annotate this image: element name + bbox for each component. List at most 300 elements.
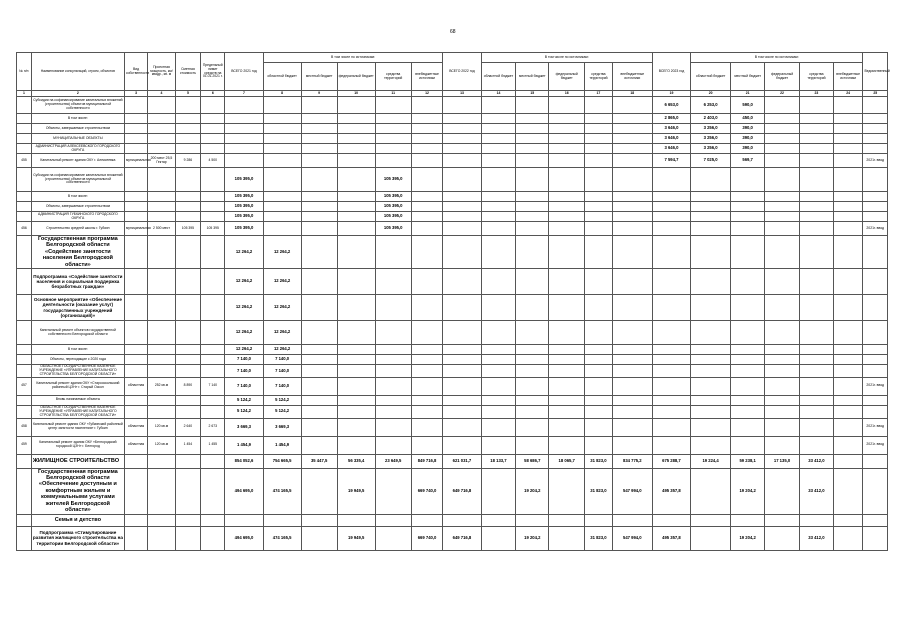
value-cell [549,436,585,454]
value-cell: 23 649,5 [375,454,411,468]
value-cell: 18 133,7 [481,454,516,468]
row-invested [201,212,225,222]
value-cell [301,405,337,418]
value-cell [411,144,443,154]
value-cell: 12 264,2 [225,295,263,321]
value-cell [516,365,549,378]
value-cell [481,514,516,526]
value-cell [612,377,652,395]
value-cell: 6 653,0 [652,97,690,114]
value-cell [481,134,516,144]
value-cell [833,395,863,405]
row-kind [124,395,147,405]
row-cost [175,454,200,468]
value-cell [411,345,443,355]
row-number [17,192,32,202]
table-row [17,418,888,436]
value-cell [443,236,481,269]
col-number: 5 [175,91,200,97]
value-cell [481,321,516,345]
value-cell [225,97,263,114]
value-cell [263,168,301,192]
value-cell [549,114,585,124]
row-cost: 9 286 [175,154,200,168]
value-cell [481,295,516,321]
value-cell [516,405,549,418]
table-row [17,202,888,212]
table-row [17,192,888,202]
row-kind [124,192,147,202]
value-cell [585,295,613,321]
value-cell [516,345,549,355]
row-kind [124,321,147,345]
row-customer [863,468,888,514]
row-kind [124,468,147,514]
value-cell [549,295,585,321]
col-source-1-5: внебюджетные источники [411,63,443,91]
value-cell [225,514,263,526]
row-name: Субсидии на софинансирование капитальных вложений (строительства) объектов муниципальной собственности [31,97,124,114]
value-cell: 105 395,0 [225,212,263,222]
col-name: Наименование консультаций, строек, объектов [31,53,124,91]
value-cell [263,144,301,154]
value-cell [443,395,481,405]
value-cell [799,97,833,114]
value-cell [443,321,481,345]
row-cost [175,202,200,212]
value-cell [765,192,800,202]
value-cell: 19 224,4 [691,454,731,468]
row-capacity [148,269,176,295]
table-row [17,295,888,321]
value-cell [691,222,731,236]
row-name: Капитальный ремонт здания ОКУ «Губкинский районный центр занятости населения» г. Губкин [31,418,124,436]
value-cell [549,202,585,212]
value-cell: 105 395,0 [375,168,411,192]
value-cell: 547 994,0 [612,468,652,514]
value-cell [443,144,481,154]
value-cell [799,355,833,365]
col-source-1-4: средства территорий [375,63,411,91]
value-cell [585,355,613,365]
row-name: Объекты, завершаемые строительством [31,124,124,134]
row-name: МУНИЦИПАЛЬНЫЕ ОБЪЕКТЫ [31,134,124,144]
value-cell [691,269,731,295]
value-cell [263,97,301,114]
value-cell [481,222,516,236]
col-number: 6 [201,91,225,97]
value-cell: 105 395,0 [225,202,263,212]
row-capacity [148,202,176,212]
value-cell [691,295,731,321]
value-cell [443,377,481,395]
value-cell [516,355,549,365]
row-number: 455 [17,154,32,168]
value-cell [411,321,443,345]
value-cell: 17 135,0 [765,454,800,468]
value-cell [765,418,800,436]
value-cell [516,514,549,526]
value-cell [585,436,613,454]
row-capacity: 120 кв.м [148,436,176,454]
value-cell [337,134,375,144]
table-row [17,355,888,365]
value-cell [375,154,411,168]
value-cell [799,124,833,134]
value-cell [799,395,833,405]
value-cell [301,97,337,114]
value-cell [585,168,613,192]
col-source-1-2: местный бюджет [301,63,337,91]
value-cell [481,269,516,295]
table-row [17,454,888,468]
row-capacity [148,124,176,134]
value-cell [652,365,690,378]
value-cell [691,202,731,212]
row-invested [201,526,225,550]
value-cell [691,418,731,436]
row-capacity [148,321,176,345]
value-cell: 12 264,2 [225,321,263,345]
row-invested [201,395,225,405]
value-cell [301,134,337,144]
row-invested: 105 395 [201,222,225,236]
value-cell [833,202,863,212]
value-cell [765,114,800,124]
value-cell [549,269,585,295]
row-capacity [148,405,176,418]
col-total-2021: ВСЕГО 2021 год [225,53,263,91]
row-name: В том числе: [31,114,124,124]
value-cell [375,97,411,114]
value-cell [612,154,652,168]
row-customer [863,236,888,269]
row-number [17,295,32,321]
value-cell [691,321,731,345]
value-cell [833,97,863,114]
value-cell [833,345,863,355]
value-cell: 19 204,2 [516,468,549,514]
value-cell [612,134,652,144]
col-source-3-4: средства территорий [799,63,833,91]
value-cell: 33 412,0 [799,468,833,514]
value-cell [337,321,375,345]
value-cell [799,134,833,144]
col-number: 7 [225,91,263,97]
row-customer [863,134,888,144]
col-source-2-5: внебюджетные источники [612,63,652,91]
row-invested [201,405,225,418]
value-cell [301,192,337,202]
value-cell [833,168,863,192]
value-cell [585,222,613,236]
row-customer [863,365,888,378]
value-cell [481,377,516,395]
value-cell: 590,0 [731,97,765,114]
row-customer [863,168,888,192]
value-cell [481,212,516,222]
value-cell [765,168,800,192]
value-cell [585,377,613,395]
value-cell [301,321,337,345]
row-kind [124,526,147,550]
value-cell [585,365,613,378]
value-cell [612,168,652,192]
value-cell: 7 140,0 [225,355,263,365]
value-cell [612,436,652,454]
value-cell: 3 256,0 [691,124,731,134]
value-cell [691,395,731,405]
row-capacity [148,526,176,550]
row-number [17,269,32,295]
row-customer [863,345,888,355]
row-customer [863,212,888,222]
value-cell: 547 994,0 [612,526,652,550]
value-cell [731,395,765,405]
value-cell: 7 140,0 [263,365,301,378]
value-cell [225,124,263,134]
value-cell [301,168,337,192]
value-cell [765,222,800,236]
row-capacity: 252 кв.м [148,377,176,395]
value-cell [481,345,516,355]
row-invested [201,168,225,192]
row-number [17,114,32,124]
row-cost [175,97,200,114]
value-cell [337,514,375,526]
value-cell [691,526,731,550]
value-cell [765,154,800,168]
value-cell [612,345,652,355]
table-row [17,526,888,550]
value-cell [481,395,516,405]
row-customer: 2021г. ввод [863,418,888,436]
value-cell: 834 775,2 [612,454,652,468]
value-cell [263,134,301,144]
value-cell [765,236,800,269]
value-cell [516,295,549,321]
row-invested [201,365,225,378]
value-cell [549,222,585,236]
table-row [17,345,888,355]
value-cell [799,321,833,345]
col-number: 13 [443,91,481,97]
row-name: АДМИНИСТРАЦИЯ АЛЕКСЕЕВСКОГО ГОРОДСКОГО ОКРУГА [31,144,124,154]
col-source-1-3: федеральный бюджет [337,63,375,91]
table-row [17,154,888,168]
value-cell [549,236,585,269]
value-cell: 1 454,9 [225,436,263,454]
value-cell [516,377,549,395]
col-number: 4 [148,91,176,97]
value-cell [516,222,549,236]
row-capacity [148,295,176,321]
value-cell: 390,0 [731,124,765,134]
value-cell [516,168,549,192]
table-row [17,377,888,395]
row-number: 457 [17,377,32,395]
value-cell [549,418,585,436]
value-cell [549,377,585,395]
value-cell [731,212,765,222]
value-cell [411,124,443,134]
value-cell [375,345,411,355]
group-2022: В том числе по источникам: [481,53,652,63]
value-cell: 849 716,8 [411,454,443,468]
row-kind [124,202,147,212]
value-cell [799,212,833,222]
value-cell [337,97,375,114]
value-cell [411,192,443,202]
col-source-3-2: местный бюджет [731,63,765,91]
value-cell [225,144,263,154]
value-cell [765,377,800,395]
value-cell [516,269,549,295]
value-cell [549,405,585,418]
value-cell [337,377,375,395]
value-cell [765,295,800,321]
table-row [17,236,888,269]
value-cell [337,295,375,321]
value-cell [585,395,613,405]
value-cell: 7 594,7 [652,154,690,168]
value-cell [612,269,652,295]
value-cell [411,222,443,236]
value-cell [301,114,337,124]
value-cell: 2 403,0 [691,114,731,124]
row-capacity: 2 500 мест [148,222,176,236]
value-cell [612,418,652,436]
value-cell [516,154,549,168]
value-cell [765,321,800,345]
value-cell [225,114,263,124]
value-cell [585,124,613,134]
value-cell [411,202,443,212]
value-cell [263,212,301,222]
value-cell: 105 395,0 [375,222,411,236]
row-capacity: 120 кв.м [148,418,176,436]
row-cost [175,295,200,321]
value-cell [799,154,833,168]
value-cell [765,97,800,114]
row-invested: 2 673 [201,418,225,436]
value-cell [612,365,652,378]
value-cell: 3 646,0 [652,134,690,144]
value-cell [691,405,731,418]
value-cell [765,365,800,378]
value-cell: 474 165,5 [263,468,301,514]
value-cell [481,468,516,514]
row-number [17,212,32,222]
value-cell [731,321,765,345]
value-cell: 7 140,0 [225,377,263,395]
value-cell [411,514,443,526]
value-cell [549,526,585,550]
value-cell [652,355,690,365]
value-cell: 5 124,2 [263,395,301,405]
value-cell: 495 357,8 [652,526,690,550]
row-number [17,355,32,365]
value-cell [481,355,516,365]
col-kind: Вид собственности [124,53,147,91]
value-cell [516,236,549,269]
value-cell: 58 686,7 [516,454,549,468]
value-cell [799,405,833,418]
row-name: Подпрограмма «Содействие занятости населения и социальная поддержка безработных граждан» [31,269,124,295]
value-cell [301,295,337,321]
value-cell [375,468,411,514]
row-kind [124,454,147,468]
value-cell [585,418,613,436]
value-cell [301,144,337,154]
row-kind: областная [124,418,147,436]
row-customer [863,514,888,526]
row-name: АДМИНИСТРАЦИЯ ГУБКИНСКОГО ГОРОДСКОГО ОКРУГА [31,212,124,222]
row-kind [124,236,147,269]
row-customer [863,192,888,202]
value-cell [549,355,585,365]
value-cell: 59 238,1 [731,454,765,468]
row-number [17,321,32,345]
value-cell: 33 412,0 [799,526,833,550]
value-cell [516,97,549,114]
row-number [17,526,32,550]
row-name: Капитальный ремонт здания ОКУ г. Алексеевка [31,154,124,168]
group-2021: В том числе по источникам: [263,53,443,63]
value-cell: 31 823,0 [585,468,613,514]
value-cell: 6 253,0 [691,97,731,114]
value-cell [301,526,337,550]
value-cell [765,395,800,405]
row-number [17,236,32,269]
value-cell [337,405,375,418]
row-customer [863,144,888,154]
value-cell [516,395,549,405]
row-number [17,97,32,114]
value-cell: 669 740,0 [411,468,443,514]
value-cell: 669 740,0 [411,526,443,550]
row-cost [175,114,200,124]
value-cell [652,212,690,222]
row-kind [124,168,147,192]
value-cell [731,514,765,526]
value-cell [731,168,765,192]
row-kind [124,144,147,154]
row-name: Вновь начинаемые объекты [31,395,124,405]
col-number: 21 [731,91,765,97]
value-cell [652,395,690,405]
value-cell [731,418,765,436]
value-cell [337,418,375,436]
table-row [17,168,888,192]
row-customer: 2021г. ввод [863,222,888,236]
value-cell [263,114,301,124]
value-cell: 19 204,2 [731,468,765,514]
value-cell: 474 165,5 [263,526,301,550]
value-cell [833,154,863,168]
row-kind [124,97,147,114]
value-cell [411,295,443,321]
value-cell [691,468,731,514]
value-cell [585,212,613,222]
value-cell: 105 395,0 [375,202,411,212]
value-cell [443,212,481,222]
value-cell [833,192,863,202]
value-cell [833,454,863,468]
value-cell: 494 695,0 [225,468,263,514]
value-cell [301,202,337,212]
row-invested [201,114,225,124]
